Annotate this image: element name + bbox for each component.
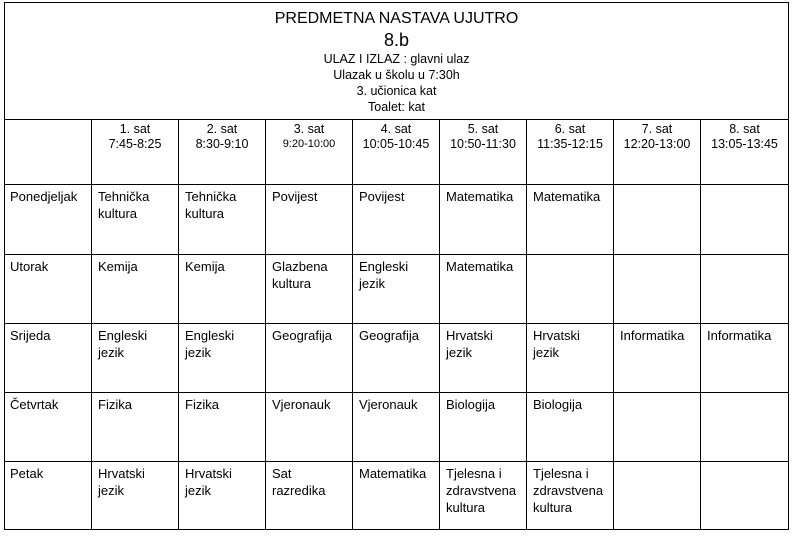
lesson-cell <box>179 255 266 324</box>
lesson-cell <box>353 462 440 530</box>
lesson-text: Matematika <box>533 189 601 204</box>
lesson-cell <box>440 324 527 393</box>
period-header: 4. sat 10:05-10:45 <box>353 120 440 185</box>
lesson-text: jezik <box>533 345 560 360</box>
lesson-cell <box>92 462 179 530</box>
lesson-cell <box>353 324 440 393</box>
day-label: Utorak <box>5 255 92 324</box>
lesson-text: Informatika <box>707 328 772 343</box>
lesson-text: Fizika <box>185 397 219 412</box>
lesson-cell <box>92 255 179 324</box>
lesson-text: Povijest <box>359 189 405 204</box>
lesson-text: zdravstvena <box>533 483 604 498</box>
lesson-text: Biologija <box>446 397 496 412</box>
lesson-cell <box>614 185 701 255</box>
lesson-cell <box>266 324 353 393</box>
day-label: Ponedjeljak <box>5 185 92 255</box>
lesson-text: Vjeronauk <box>272 397 331 412</box>
lesson-cell <box>527 255 614 324</box>
lesson-text: Matematika <box>359 466 427 481</box>
timetable <box>4 2 789 530</box>
lesson-text: kultura <box>98 206 138 221</box>
lesson-text: jezik <box>185 483 212 498</box>
lesson-cell <box>92 324 179 393</box>
lesson-cell <box>701 462 789 530</box>
lesson-cell <box>353 185 440 255</box>
lesson-cell <box>701 393 789 462</box>
table-row <box>5 185 789 255</box>
lesson-text: kultura <box>185 206 225 221</box>
table-row <box>5 393 789 462</box>
table-row <box>5 462 789 530</box>
lesson-text: Tjelesna i <box>533 466 589 481</box>
lesson-text: Biologija <box>533 397 583 412</box>
lesson-cell <box>179 462 266 530</box>
lesson-cell <box>440 185 527 255</box>
lesson-cell <box>527 462 614 530</box>
timetable-header <box>5 3 789 120</box>
lesson-cell <box>701 185 789 255</box>
lesson-text: Engleski jezik <box>185 328 235 360</box>
lesson-text: Hrvatski <box>185 466 232 481</box>
lesson-text: jezik <box>98 483 125 498</box>
lesson-text: zdravstvena <box>446 483 517 498</box>
lesson-text: Hrvatski <box>446 328 493 343</box>
lesson-cell <box>266 393 353 462</box>
lesson-cell <box>527 393 614 462</box>
lesson-cell <box>527 185 614 255</box>
lesson-text: Geografija <box>359 328 419 343</box>
lesson-cell <box>614 393 701 462</box>
info-entrance: ULAZ I IZLAZ : glavni ulaz <box>323 52 470 66</box>
period-header: 5. sat 10:50-11:30 <box>440 120 527 185</box>
lesson-cell <box>353 255 440 324</box>
table-row <box>5 324 789 393</box>
period-header: 7. sat 12:20-13:00 <box>614 120 701 185</box>
lesson-text: Tehnička <box>185 189 237 204</box>
lesson-cell <box>353 393 440 462</box>
lesson-cell <box>440 255 527 324</box>
period-header-row <box>5 120 789 185</box>
lesson-cell <box>440 462 527 530</box>
lesson-text: jezik <box>446 345 473 360</box>
lesson-cell <box>92 185 179 255</box>
lesson-cell <box>440 393 527 462</box>
lesson-cell <box>527 324 614 393</box>
period-header: 2. sat 8:30-9:10 <box>179 120 266 185</box>
lesson-cell <box>701 255 789 324</box>
lesson-cell <box>266 185 353 255</box>
lesson-text: Matematika <box>446 259 514 274</box>
lesson-cell <box>266 255 353 324</box>
lesson-cell <box>92 393 179 462</box>
period-header: 1. sat 7:45-8:25 <box>92 120 179 185</box>
lesson-cell <box>179 324 266 393</box>
lesson-text: Kemija <box>98 259 138 274</box>
lesson-text: Glazbena <box>272 259 328 274</box>
lesson-text: Vjeronauk <box>359 397 418 412</box>
day-label: Srijeda <box>5 324 92 393</box>
lesson-text: kultura <box>272 276 312 291</box>
lesson-text: Povijest <box>272 189 318 204</box>
day-label: Petak <box>5 462 92 530</box>
lesson-text: Engleski jezik <box>98 328 148 360</box>
corner-cell <box>5 120 92 185</box>
info-arrival: Ulazak u školu u 7:30h <box>333 68 460 82</box>
lesson-text: kultura <box>446 500 486 515</box>
class-name: 8.b <box>384 30 410 50</box>
lesson-cell <box>701 324 789 393</box>
lesson-cell <box>614 462 701 530</box>
period-header: 3. sat 9:20-10:00 <box>266 120 353 185</box>
day-label: Četvrtak <box>5 393 92 462</box>
period-header: 8. sat 13:05-13:45 <box>701 120 789 185</box>
lesson-text: Informatika <box>620 328 685 343</box>
lesson-text: kultura <box>533 500 573 515</box>
table-row <box>5 255 789 324</box>
lesson-text: Tjelesna i <box>446 466 502 481</box>
lesson-text: Sat razredika <box>272 466 326 498</box>
lesson-text: Hrvatski <box>98 466 145 481</box>
lesson-text: Engleski jezik <box>359 259 409 291</box>
lesson-text: Tehnička <box>98 189 150 204</box>
lesson-cell <box>179 393 266 462</box>
lesson-text: Geografija <box>272 328 332 343</box>
lesson-text: Fizika <box>98 397 132 412</box>
info-toilet: Toalet: kat <box>368 100 426 114</box>
page-title: PREDMETNA NASTAVA UJUTRO <box>274 10 519 27</box>
lesson-text: Hrvatski <box>533 328 580 343</box>
lesson-cell <box>266 462 353 530</box>
lesson-text: Kemija <box>185 259 225 274</box>
lesson-cell <box>614 255 701 324</box>
info-classroom: 3. učionica kat <box>356 84 437 98</box>
period-header: 6. sat 11:35-12:15 <box>527 120 614 185</box>
lesson-cell <box>179 185 266 255</box>
lesson-cell <box>614 324 701 393</box>
lesson-text: Matematika <box>446 189 514 204</box>
